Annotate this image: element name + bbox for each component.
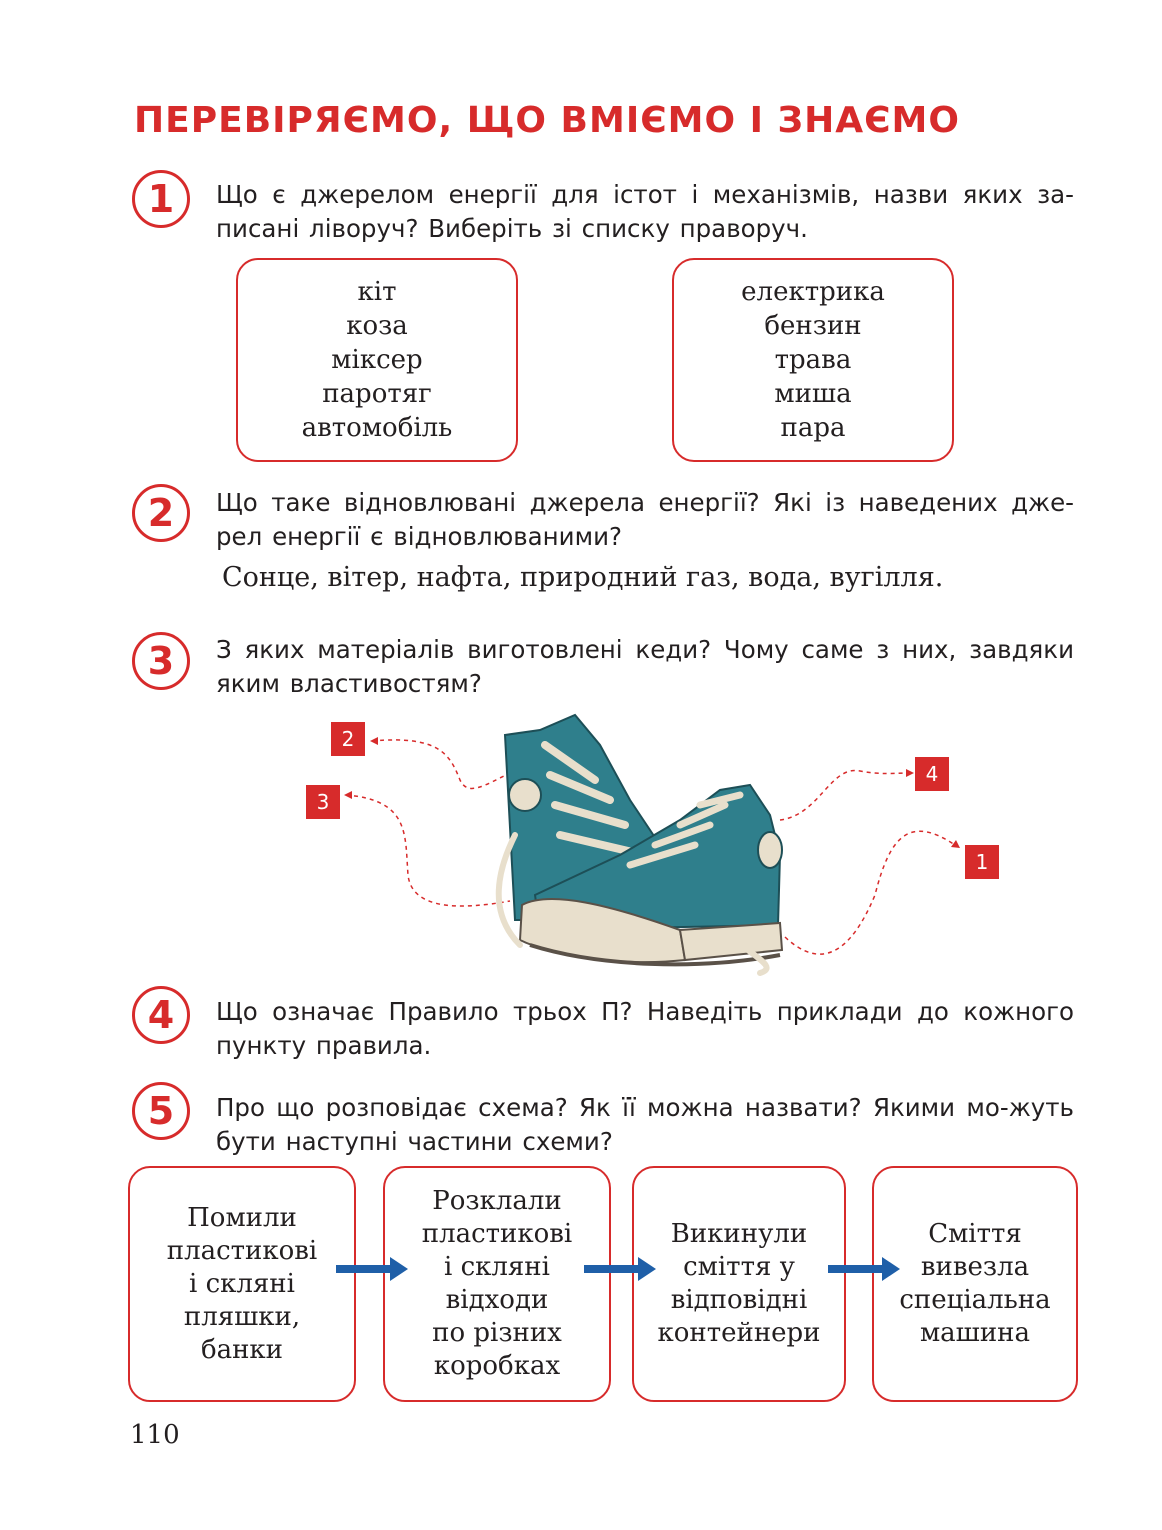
- list-item: трава: [774, 345, 852, 375]
- list-item: коза: [346, 311, 408, 341]
- question-2-number: 2: [132, 484, 190, 542]
- sneakers-icon: [300, 705, 1020, 995]
- flow-step-2: Розклали пластикові і скляні відходи по різних коробках: [383, 1166, 611, 1402]
- list-item: пара: [780, 413, 846, 443]
- flow-step-3: Викинули сміття у відповідні контейнери: [632, 1166, 846, 1402]
- question-3-text: З яких матеріалів виготовлені кеди? Чому саме з них, завдяки яким властивостям?: [216, 635, 1074, 698]
- left-word-box: [236, 258, 518, 462]
- list-item: миша: [774, 379, 852, 409]
- page-title: ПЕРЕВІРЯЄМО, ЩО ВМІЄМО І ЗНАЄМО: [134, 100, 960, 141]
- tag-3: 3: [306, 785, 340, 819]
- arrow-right-icon: [336, 1257, 408, 1281]
- arrow-right-icon: [584, 1257, 656, 1281]
- arrow-right-icon: [828, 1257, 900, 1281]
- flow-step-4: Сміття вивезла спеціальна машина: [872, 1166, 1078, 1402]
- list-item: автомобіль: [301, 413, 453, 443]
- question-5-text: Про що розповідає схема? Як її можна назвати? Якими мо-жуть бути наступні частини схеми?: [216, 1093, 1074, 1156]
- energy-sources-line: Сонце, вітер, нафта, природний газ, вода, вугілля.: [222, 562, 944, 593]
- question-3-number: 3: [132, 632, 190, 690]
- question-2-text: Що таке відновлювані джерела енергії? Які із наведених дже-рел енергії є відновлюваними?: [216, 488, 1074, 551]
- question-4-number: 4: [132, 986, 190, 1044]
- right-word-box: [672, 258, 954, 462]
- question-5-number: 5: [132, 1082, 190, 1140]
- list-item: міксер: [331, 345, 423, 375]
- sneakers-illustration: [300, 705, 1020, 995]
- page-number: 110: [130, 1420, 180, 1450]
- question-4-text: Що означає Правило трьох П? Наведіть приклади до кожного пункту правила.: [216, 997, 1074, 1060]
- tag-2: 2: [331, 722, 365, 756]
- tag-4: 4: [915, 757, 949, 791]
- list-item: паротяг: [322, 379, 432, 409]
- flow-step-1: Помили пластикові і скляні пляшки, банки: [128, 1166, 356, 1402]
- list-item: електрика: [741, 277, 885, 307]
- list-item: кіт: [357, 277, 397, 307]
- question-1-text: Що є джерелом енергії для істот і механізмів, назви яких за-писані ліворуч? Виберіть зі списку праворуч.: [216, 180, 1074, 243]
- list-item: бензин: [764, 311, 862, 341]
- question-1-number: 1: [132, 170, 190, 228]
- tag-1: 1: [965, 845, 999, 879]
